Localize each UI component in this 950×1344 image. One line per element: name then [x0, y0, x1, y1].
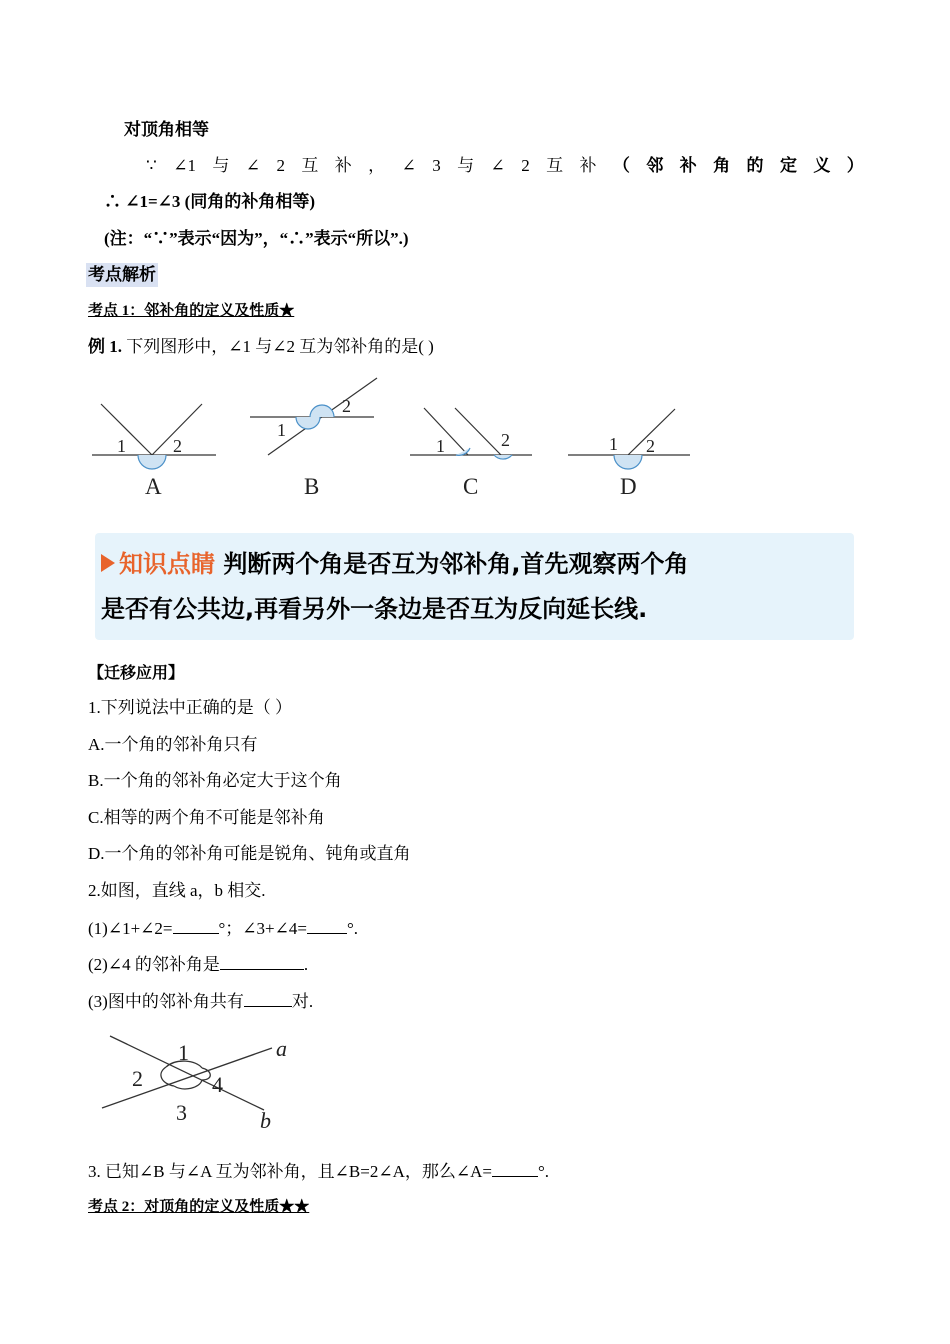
example1-label: 例 1.: [88, 337, 122, 356]
q2-p2-text: (2)∠4 的邻补角是: [88, 955, 220, 974]
label-angle3: 3: [176, 1100, 187, 1125]
example1-text: 下列图形中，∠1 与∠2 互为邻补角的是( ): [126, 337, 434, 356]
fig-d-angle2: 2: [646, 436, 655, 456]
token: 与: [212, 156, 230, 175]
kaodian2-title: 考点 2：对顶角的定义及性质★★: [88, 1199, 310, 1215]
answer-blank[interactable]: [244, 990, 292, 1007]
token: ，: [368, 156, 386, 175]
token: 定: [779, 156, 797, 175]
q2-p3-text: 对.: [291, 992, 314, 1011]
q1-stem: 1.下列说法中正确的是（ ）: [88, 698, 292, 717]
section-head: 考点解析: [86, 263, 158, 287]
token: ）: [846, 156, 864, 175]
q2-stem: 2.如图，直线 a，b 相交.: [88, 881, 266, 900]
token: 补: [579, 156, 597, 175]
fig-c-angle2: 2: [501, 430, 510, 450]
q2-p1-text: °；∠3+∠4=: [218, 919, 307, 938]
answer-blank[interactable]: [173, 917, 219, 934]
fig-b-arc-2: [310, 405, 334, 417]
fig-a-arc: [138, 455, 166, 469]
token: 邻: [646, 156, 664, 175]
fig-a-angle1: 1: [117, 436, 126, 456]
token: 3: [432, 156, 441, 175]
token: 与: [457, 156, 475, 175]
label-angle1: 1: [178, 1040, 189, 1065]
q2-p1-text: (1)∠1+∠2=: [88, 919, 173, 938]
fig-b-angle2: 2: [342, 396, 351, 416]
play-icon: [101, 554, 115, 572]
answer-blank[interactable]: [492, 1160, 538, 1177]
token: 角: [713, 156, 731, 175]
label-angle4: 4: [212, 1072, 223, 1097]
tip-line1: [101, 548, 688, 580]
token: 2: [521, 156, 530, 175]
q2-p3-text: (3)图中的邻补角共有: [88, 992, 244, 1011]
fig-b-angle1: 1: [277, 420, 286, 440]
fig-d-letter: D: [620, 474, 637, 499]
fig-b-arc-1: [296, 417, 320, 429]
token: ∠: [245, 156, 261, 175]
q1-option-d: D.一个角的邻补角可能是锐角、钝角或直角: [88, 844, 411, 863]
q2-part2: [88, 953, 308, 976]
token: 的: [746, 156, 764, 175]
knowledge-tip: [95, 533, 854, 640]
token: ∠1: [173, 156, 196, 175]
label-line-b: b: [260, 1108, 271, 1133]
kaodian1-title: 考点 1：邻补角的定义及性质★: [88, 303, 295, 319]
tip-title: 知识点睛: [119, 550, 215, 578]
q2-p2-text: .: [303, 955, 309, 974]
tip-line2: 是否有公共边,再看另外一条边是否互为反向延长线.: [101, 595, 648, 623]
q1-option-b: B.一个角的邻补角必定大于这个角: [88, 771, 342, 790]
label-angle2: 2: [132, 1066, 143, 1091]
transfer-head: 【迁移应用】: [88, 665, 185, 682]
answer-blank[interactable]: [307, 917, 347, 934]
fig-a-angle2: 2: [173, 436, 182, 456]
fig-c-angle1: 1: [436, 436, 445, 456]
q3-text: °.: [537, 1162, 550, 1181]
token: 义: [813, 156, 831, 175]
q3: [88, 1160, 549, 1183]
q1-option-a: A.一个角的邻补角只有: [88, 735, 258, 754]
q1-option-c: C.相等的两个角不可能是邻补角: [88, 808, 325, 827]
intro-line4: (注：“∵”表示“因为”，“∴”表示“所以”.): [104, 229, 409, 248]
intro-line2: [146, 155, 864, 177]
example1: [88, 336, 434, 358]
answer-blank[interactable]: [220, 953, 304, 970]
token: ∵: [146, 156, 157, 175]
fig-d-angle1: 1: [609, 434, 618, 454]
token: 互: [546, 156, 564, 175]
token: ∠: [401, 156, 416, 175]
token: ∠: [490, 156, 505, 175]
intersecting-lines-figure: [96, 1030, 296, 1140]
fig-b-letter: B: [304, 474, 320, 499]
fig-d-arc: [614, 455, 642, 469]
intro-line1: 对顶角相等: [124, 120, 209, 139]
token: 互: [301, 156, 319, 175]
fig-c-letter: C: [463, 474, 479, 499]
q2-p1-text: °.: [346, 919, 359, 938]
label-line-a: a: [276, 1036, 287, 1061]
intro-line3: ∴ ∠1=∠3 (同角的补角相等): [104, 192, 315, 211]
q2-part1: [88, 917, 358, 940]
token: 补: [334, 156, 352, 175]
fig-c-arc-2: [494, 455, 512, 459]
token: 补: [679, 156, 697, 175]
q2-part3: [88, 990, 313, 1013]
token: （: [612, 156, 630, 175]
fig-a-left: [101, 404, 152, 455]
tip-text1: 判断两个角是否互为邻补角,首先观察两个角: [223, 550, 689, 578]
fig-a-letter: A: [145, 474, 162, 499]
token: 2: [276, 156, 285, 175]
q3-text: 3. 已知∠B 与∠A 互为邻补角，且∠B=2∠A，那么∠A=: [88, 1162, 492, 1181]
angle-figures: [0, 370, 950, 505]
